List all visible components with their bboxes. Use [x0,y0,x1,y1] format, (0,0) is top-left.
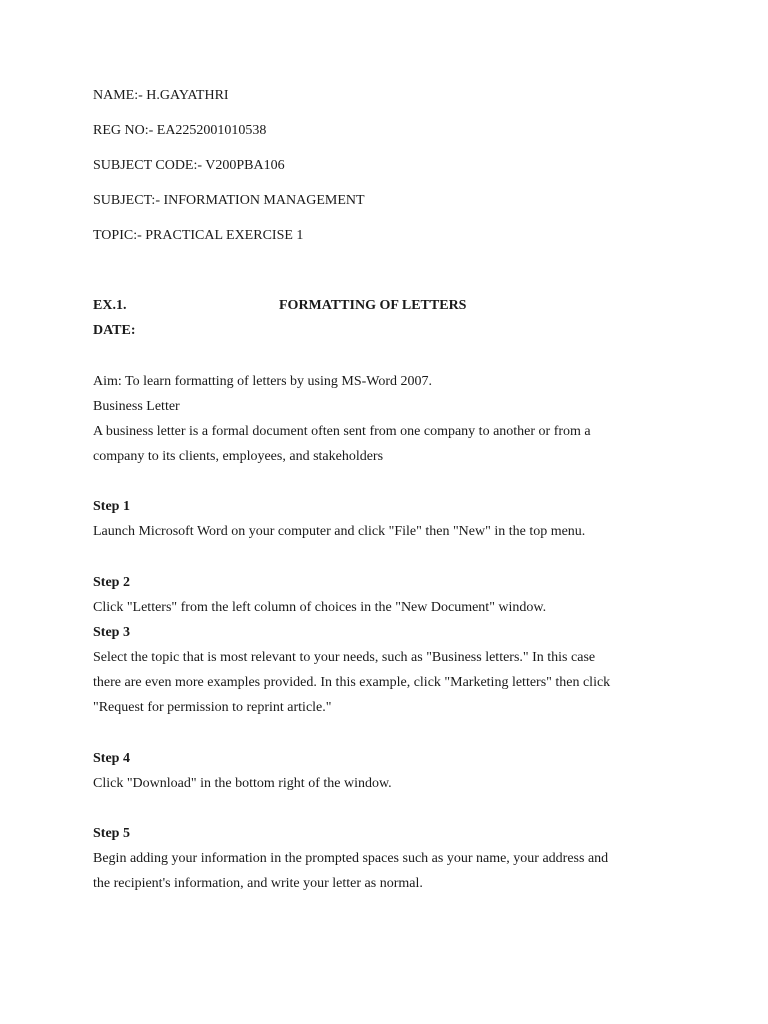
step-4-label: Step 4 [93,751,130,766]
step-4-text: Click "Download" in the bottom right of the window. [93,776,392,791]
exercise-title: FORMATTING OF LETTERS [279,298,467,313]
step-5-text: the recipient's information, and write your letter as normal. [93,876,423,891]
step-1-text: Launch Microsoft Word on your computer and click "File" then "New" in the top menu. [93,524,586,539]
exercise-number: EX.1. [93,298,127,313]
step-3-label: Step 3 [93,625,130,640]
step-3-text: Select the topic that is most relevant to your needs, such as "Business letters." In this case [93,650,596,665]
step-3-text: there are even more examples provided. In this example, click "Marketing letters" then click [93,675,611,690]
topic: TOPIC:- PRACTICAL EXERCISE 1 [93,228,304,243]
step-2-label: Step 2 [93,575,130,590]
description-line: company to its clients, employees, and stakeholders [93,449,384,464]
registration-number: REG NO:- EA2252001010538 [93,123,267,138]
step-5-label: Step 5 [93,826,130,841]
student-name: NAME:- H.GAYATHRI [93,88,229,103]
step-3-text: "Request for permission to reprint article." [93,700,332,715]
step-1-label: Step 1 [93,499,130,514]
subject-name: SUBJECT:- INFORMATION MANAGEMENT [93,193,365,208]
step-5-text: Begin adding your information in the prompted spaces such as your name, your address and [93,851,609,866]
date-label: DATE: [93,323,136,338]
subject-code: SUBJECT CODE:- V200PBA106 [93,158,285,173]
description-line: A business letter is a formal document often sent from one company to another or from a [93,424,591,439]
step-2-text: Click "Letters" from the left column of choices in the "New Document" window. [93,600,547,615]
aim-text: Aim: To learn formatting of letters by using MS-Word 2007. [93,374,433,389]
section-heading: Business Letter [93,399,180,414]
